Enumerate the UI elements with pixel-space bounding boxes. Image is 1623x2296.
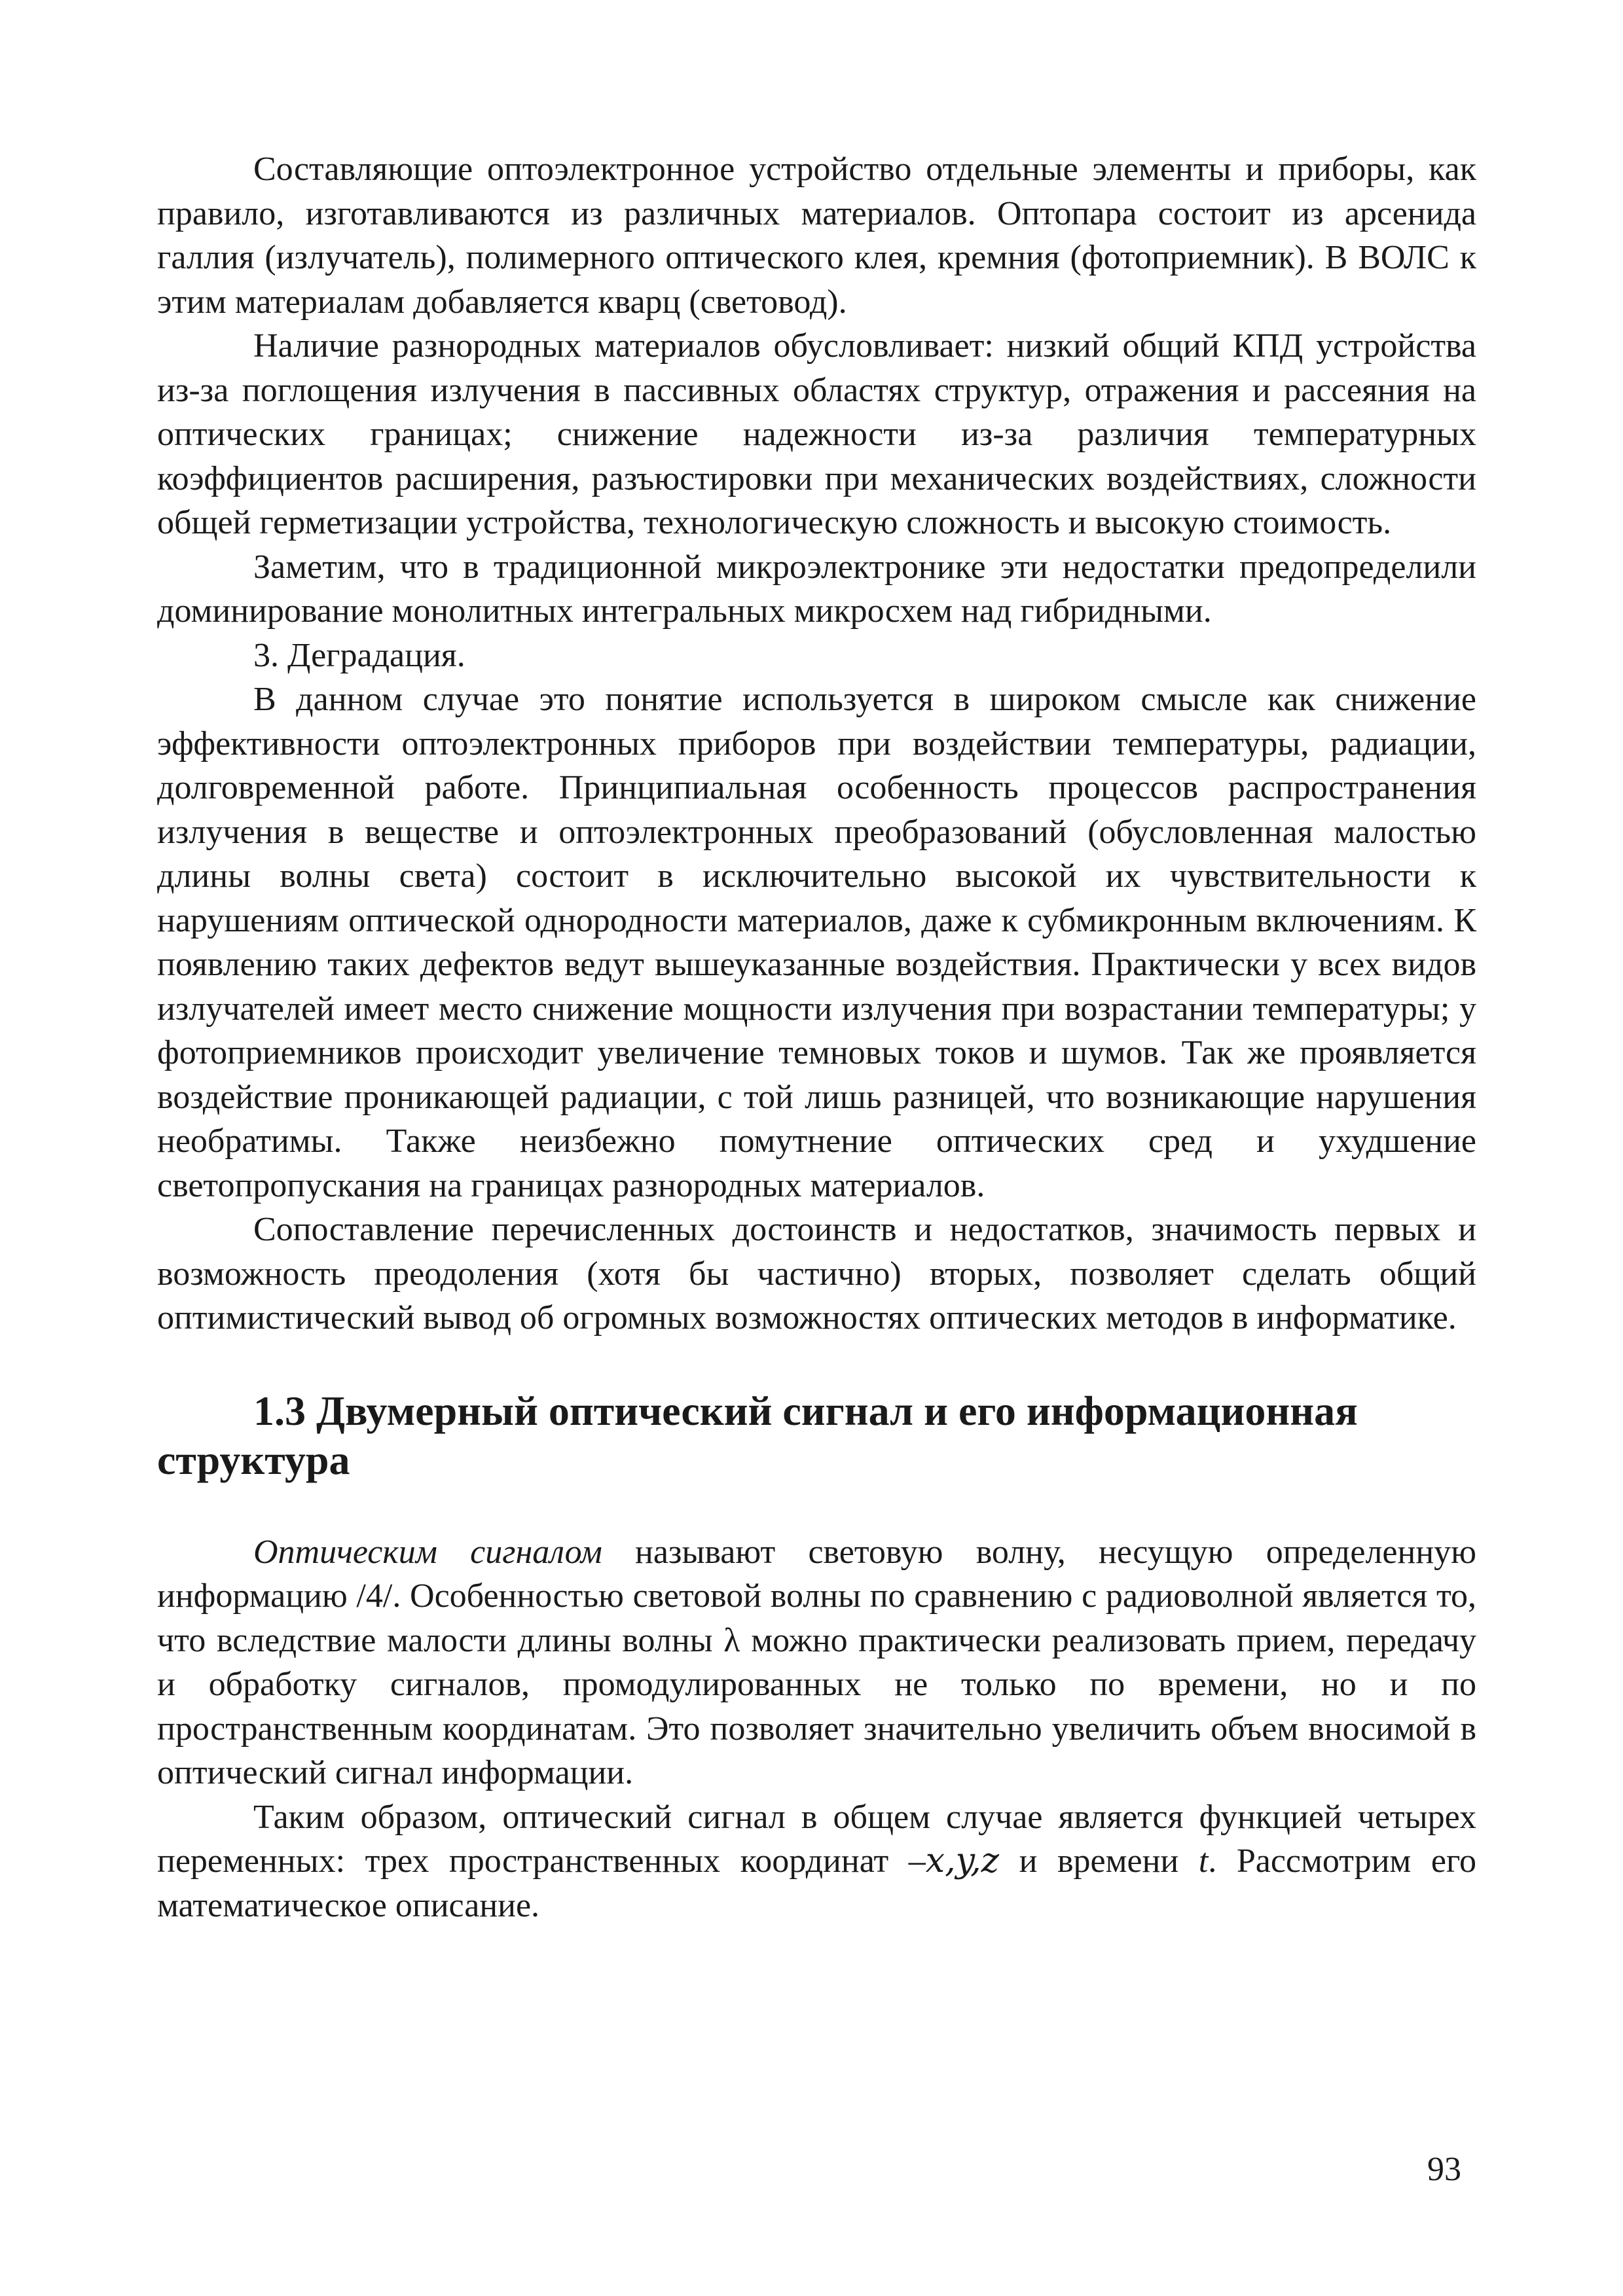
- paragraph-four-variables-end: . Рассмотрим его математическое описание.: [157, 1842, 1477, 1924]
- paragraph-components: Составляющие оптоэлектронное устройство отдельные элементы и приборы, как правило, изготавливаются из различных материалов. Оптопара состоит из арсенида галлия (излучатель), полимерного оптического клея, кремния (фотоприемник). В ВОЛС к этим материалам добавляется кварц (световод).: [157, 151, 1476, 321]
- time-variable: t: [1198, 1842, 1209, 1880]
- section-heading: 1.3 Двумерный оптический сигнал и его информационная структура: [157, 1387, 1358, 1483]
- page-number: 93: [1427, 2151, 1461, 2188]
- paragraph-degradation-title: 3. Деградация.: [253, 636, 465, 674]
- paragraph-optical-signal: [157, 1530, 1476, 1795]
- paragraph-four-variables-middle: и времени: [999, 1842, 1199, 1880]
- term-optical-signal: Оптическим сигналом: [253, 1533, 602, 1571]
- paragraph-four-variables-start: Таким образом, оптический сигнал в общем случае является функцией четырех переменных: трех пространственных координат –: [157, 1798, 1476, 1880]
- paragraph-four-variables: [157, 1795, 1476, 1928]
- paragraph-degradation: В данном случае это понятие используется в широком смысле как снижение эффективности оптоэлектронных приборов при воздействии температуры, радиации, долговременной работе. Принципиальная особенность процессов распространения излучения в веществе и оптоэлектронных преобразований (обусловленная малостью длины волны света) состоит в исключительно высокой их чувствительности к нарушениям оптической однородности материалов, даже к субмикронным включениям. К появлению таких дефектов ведут вышеуказанные воздействия. Практически у всех видов излучателей имеет место снижение мощности излучения при возрастании температуры; у фотоприемников происходит увеличение темновых токов и шумов. Так же проявляется воздействие проникающей радиации, с той лишь разницей, что возникающие нарушения необратимы. Также неизбежно помутнение оптических сред и ухудшение светопропускания на границах разнородных материалов.: [157, 681, 1476, 1204]
- paragraph-conclusion: Сопоставление перечисленных достоинств и недостатков, значимость первых и возможность преодоления (хотя бы частично) вторых, позволяет сделать общий оптимистический вывод об огромных возможностях оптических методов в информатике.: [157, 1211, 1476, 1336]
- page-body: [157, 147, 1476, 1928]
- paragraph-materials: Наличие разнородных материалов обусловливает: низкий общий КПД устройства из-за поглощения излучения в пассивных областях структур, отражения и рассеяния на оптических границах; снижение надежности из-за различия температурных коэффициентов расширения, разъюстировки при механических воздействиях, сложности общей герметизации устройства, технологическую сложность и высокую стоимость.: [157, 327, 1476, 541]
- coordinates-formula: x,y,z: [925, 1841, 1000, 1880]
- paragraph-microelectronics: Заметим, что в традиционной микроэлектронике эти недостатки предопределили доминирование монолитных интегральных микросхем над гибридными.: [157, 548, 1476, 630]
- paragraph-optical-signal-text: называют световую волну, несущую определенную информацию /4/. Особенностью световой волны по сравнению с радиоволной является то, что вследствие малости длины волны λ можно практически реализовать прием, передачу и обработку сигналов, промодулированных не только по времени, но и по пространственным координатам. Это позволяет значительно увеличить объем вносимой в оптический сигнал информации.: [157, 1533, 1477, 1791]
